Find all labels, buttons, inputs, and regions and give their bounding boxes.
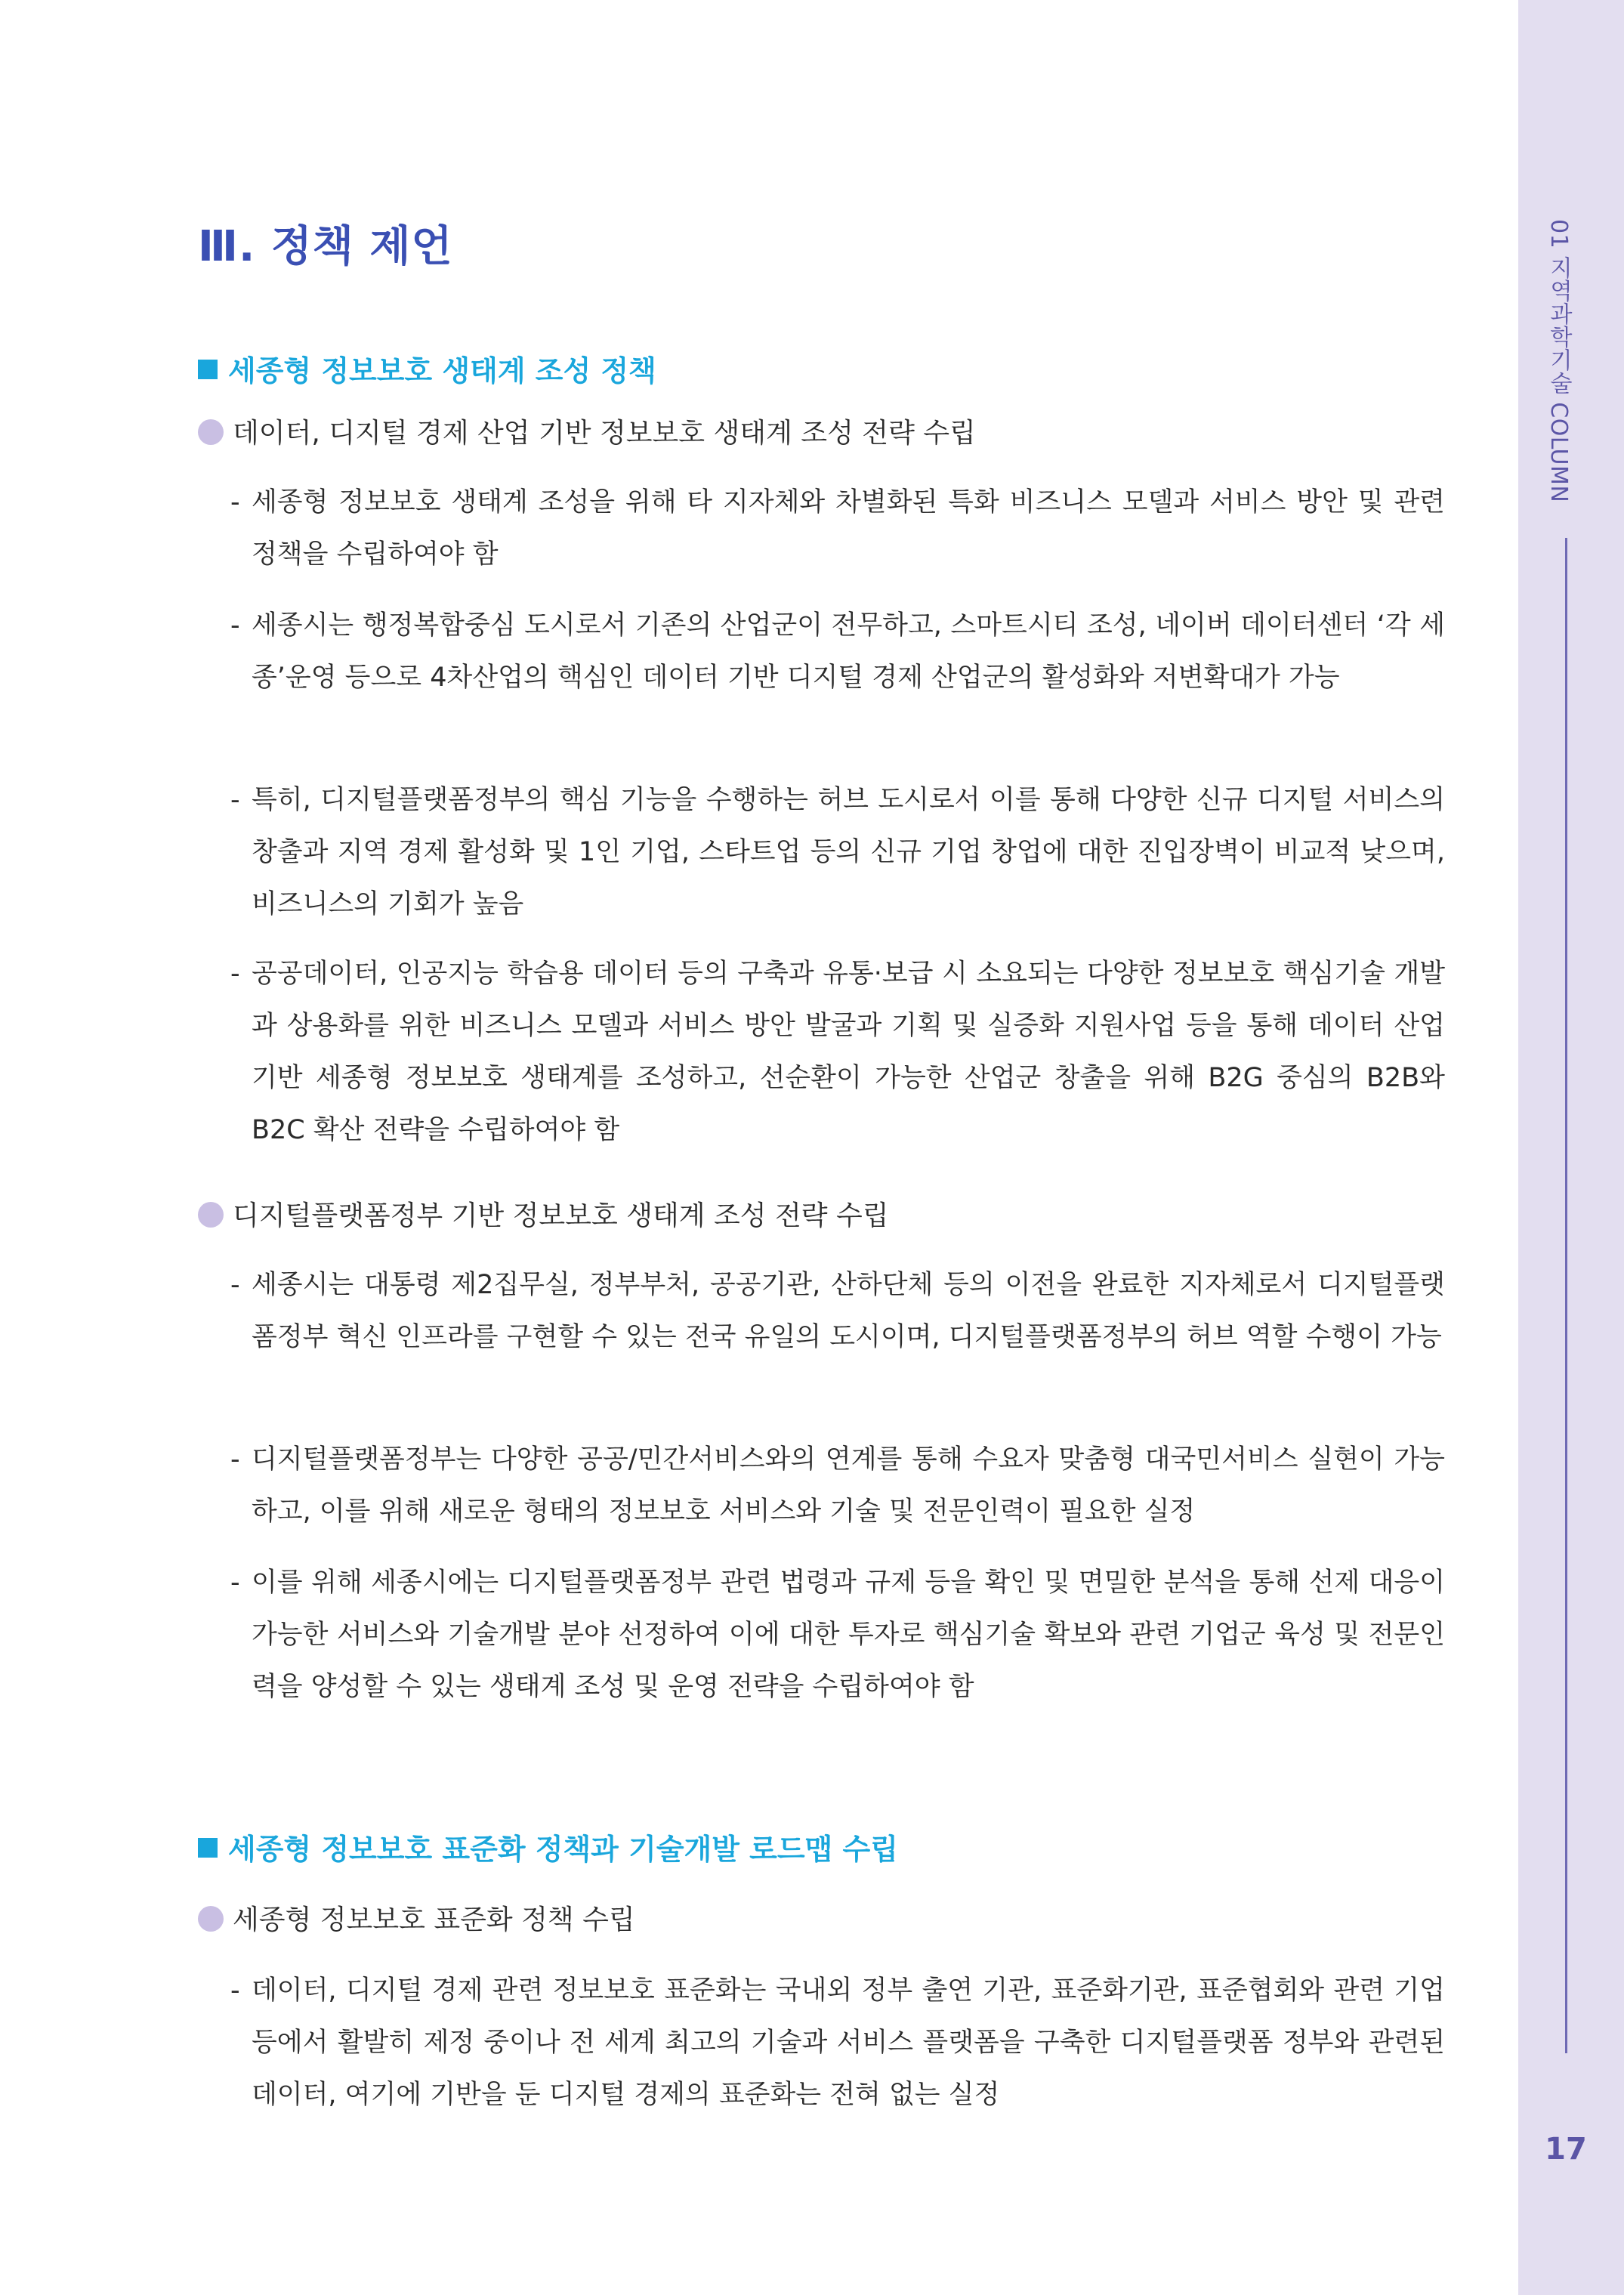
- list-item-text: 이를 위해 세종시에는 디지털플랫폼정부 관련 법령과 규제 등을 확인 및 면밀한 분석을 통해 선제 대응이 가능한 서비스와 기술개발 분야 선정하여 이에 대한 투자로 핵심기술 확보와 관련 기업군 육성 및 전문인력을 양성할 수 있는 생태계 조성 및 운영 전략을 수립하여야 함: [252, 1568, 1445, 1702]
- bullet-title: 세종형 정보보호 표준화 정책 수립: [233, 1904, 635, 1935]
- section-heading-text: 세종형 정보보호 생태계 조성 정책: [228, 354, 656, 388]
- list-item-text: 데이터, 디지털 경제 관련 정보보호 표준화는 국내외 정부 출연 기관, 표준화기관, 표준협회와 관련 기업 등에서 활발히 제정 중이나 전 세계 최고의 기술과 서비스 플랫폼을 구축한 디지털플랫폼 정부와 관련된 데이터, 여기에 기반을 둔 디지털 경제의 표준화는 전혀 없는 실정: [252, 1975, 1445, 2110]
- page-number: 17: [1545, 2132, 1587, 2167]
- chapter-title: Ⅲ. 정책 제언: [198, 222, 453, 271]
- list-item: - 세종시는 대통령 제2집무실, 정부부처, 공공기관, 산하단체 등의 이전을 완료한 지자체로서 디지털플랫폼정부 혁신 인프라를 구현할 수 있는 전국 유일의 도시이며, 디지털플랫폼정부의 허브 역할 수행이 가능: [230, 1259, 1445, 1364]
- sidebar-divider: [1565, 538, 1567, 2053]
- list-item-text: 세종형 정보보호 생태계 조성을 위해 타 지자체와 차별화된 특화 비즈니스 모델과 서비스 방안 및 관련 정책을 수립하여야 함: [252, 487, 1445, 570]
- list-item: - 세종형 정보보호 생태계 조성을 위해 타 지자체와 차별화된 특화 비즈니스 모델과 서비스 방안 및 관련 정책을 수립하여야 함: [230, 477, 1445, 581]
- bullet-item: [198, 1194, 889, 1233]
- list-item-text: 특히, 디지털플랫폼정부의 핵심 기능을 수행하는 허브 도시로서 이를 통해 다양한 신규 디지털 서비스의 창출과 지역 경제 활성화 및 1인 기업, 스타트업 등의 신규 기업 창업에 대한 진입장벽이 비교적 낮으며, 비즈니스의 기회가 높음: [252, 785, 1445, 919]
- sidebar-title: 01 지역과학기술 COLUMN: [1545, 219, 1572, 503]
- circle-bullet-icon: [198, 1202, 224, 1228]
- section-heading: [198, 1826, 898, 1867]
- list-item: - 데이터, 디지털 경제 관련 정보보호 표준화는 국내외 정부 출연 기관, 표준화기관, 표준협회와 관련 기업 등에서 활발히 제정 중이나 전 세계 최고의 기술과 서비스 플랫폼을 구축한 디지털플랫폼 정부와 관련된 데이터, 여기에 기반을 둔 디지털 경제의 표준화는 전혀 없는 실정: [230, 1965, 1445, 2121]
- section-heading-text: 세종형 정보보호 표준화 정책과 기술개발 로드맵 수립: [228, 1833, 898, 1866]
- square-bullet-icon: [198, 1838, 218, 1858]
- list-item: - 이를 위해 세종시에는 디지털플랫폼정부 관련 법령과 규제 등을 확인 및 면밀한 분석을 통해 선제 대응이 가능한 서비스와 기술개발 분야 선정하여 이에 대한 투자로 핵심기술 확보와 관련 기업군 육성 및 전문인력을 양성할 수 있는 생태계 조성 및 운영 전략을 수립하여야 함: [230, 1557, 1445, 1713]
- circle-bullet-icon: [198, 1906, 224, 1932]
- list-item: - 특히, 디지털플랫폼정부의 핵심 기능을 수행하는 허브 도시로서 이를 통해 다양한 신규 디지털 서비스의 창출과 지역 경제 활성화 및 1인 기업, 스타트업 등의 신규 기업 창업에 대한 진입장벽이 비교적 낮으며, 비즈니스의 기회가 높음: [230, 774, 1445, 931]
- list-item-text: 공공데이터, 인공지능 학습용 데이터 등의 구축과 유통·보급 시 소요되는 다양한 정보보호 핵심기술 개발과 상용화를 위한 비즈니스 모델과 서비스 방안 발굴과 기획 및 실증화 지원사업 등을 통해 데이터 산업 기반 세종형 정보보호 생태계를 조성하고, 선순환이 가능한 산업군 창출을 위해 B2G 중심의 B2B와 B2C 확산 전략을 수립하여야 함: [252, 959, 1445, 1145]
- list-item-text: 세종시는 대통령 제2집무실, 정부부처, 공공기관, 산하단체 등의 이전을 완료한 지자체로서 디지털플랫폼정부 혁신 인프라를 구현할 수 있는 전국 유일의 도시이며, 디지털플랫폼정부의 허브 역할 수행이 가능: [252, 1270, 1445, 1352]
- list-item: - 디지털플랫폼정부는 다양한 공공/민간서비스와의 연계를 통해 수요자 맞춤형 대국민서비스 실현이 가능하고, 이를 위해 새로운 형태의 정보보호 서비스와 기술 및 전문인력이 필요한 실정: [230, 1434, 1445, 1538]
- list-item: - 세종시는 행정복합중심 도시로서 기존의 산업군이 전무하고, 스마트시티 조성, 네이버 데이터센터 ‘각 세종’운영 등으로 4차산업의 핵심인 데이터 기반 디지털 경제 산업군의 활성화와 저변확대가 가능: [230, 600, 1445, 704]
- list-item-text: 세종시는 행정복합중심 도시로서 기존의 산업군이 전무하고, 스마트시티 조성, 네이버 데이터센터 ‘각 세종’운영 등으로 4차산업의 핵심인 데이터 기반 디지털 경제 산업군의 활성화와 저변확대가 가능: [252, 610, 1445, 693]
- bullet-title: 데이터, 디지털 경제 산업 기반 정보보호 생태계 조성 전략 수립: [233, 418, 976, 449]
- square-bullet-icon: [198, 360, 218, 379]
- circle-bullet-icon: [198, 419, 224, 445]
- bullet-item: [198, 412, 976, 450]
- list-item-text: 디지털플랫폼정부는 다양한 공공/민간서비스와의 연계를 통해 수요자 맞춤형 대국민서비스 실현이 가능하고, 이를 위해 새로운 형태의 정보보호 서비스와 기술 및 전문인력이 필요한 실정: [252, 1444, 1445, 1527]
- list-item: - 공공데이터, 인공지능 학습용 데이터 등의 구축과 유통·보급 시 소요되는 다양한 정보보호 핵심기술 개발과 상용화를 위한 비즈니스 모델과 서비스 방안 발굴과 기획 및 실증화 지원사업 등을 통해 데이터 산업 기반 세종형 정보보호 생태계를 조성하고, 선순환이 가능한 산업군 창출을 위해 B2G 중심의 B2B와 B2C 확산 전략을 수립하여야 함: [230, 948, 1445, 1157]
- bullet-item: [198, 1898, 635, 1937]
- bullet-title: 디지털플랫폼정부 기반 정보보호 생태계 조성 전략 수립: [233, 1200, 889, 1231]
- section-heading: [198, 347, 656, 389]
